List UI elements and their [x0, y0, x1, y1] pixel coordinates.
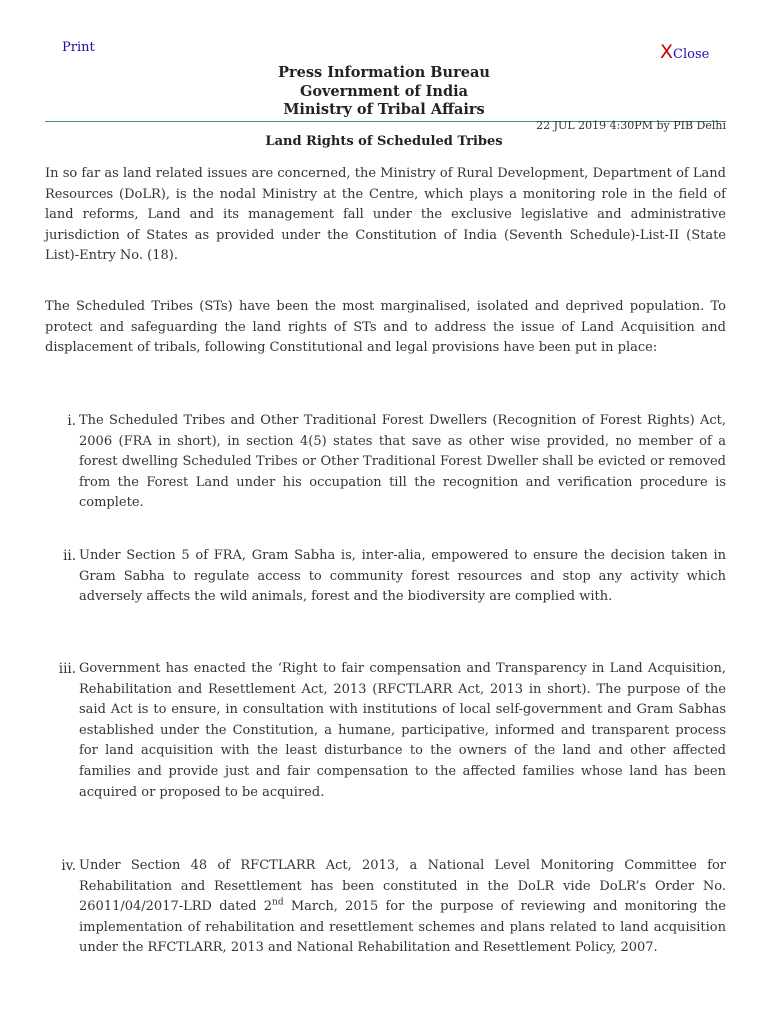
list-item: [45, 659, 726, 803]
list-item-marker: iv.: [61, 858, 76, 874]
paragraph-intro: In so far as land related issues are concerned, the Ministry of Rural Development, Department of Land Resources (DoLR), is the nodal Ministry at the Centre, which plays a monitoring role in the field of land reforms, Land and its management fall under the exclusive legislative and administrative jurisdiction of States as provided under the Constitution of India (Seventh Schedule)-List-II (State List)-Entry No. (18).: [45, 166, 726, 264]
list-item-text: The Scheduled Tribes and Other Traditional Forest Dwellers (Recognition of Forest Rights) Act, 2006 (FRA in short), in section 4(5) states that save as other wise provided, no member of a forest dwelling Scheduled Tribes or Other Traditional Forest Dweller shall be evicted or removed from the Forest Land under his occupation till the recognition and verification procedure is complete.: [79, 413, 726, 511]
list-item: [45, 856, 726, 959]
list-item-text: [79, 856, 726, 959]
paragraph-scheduled-tribes: The Scheduled Tribes (STs) have been the most marginalised, isolated and deprived population. To protect and safeguarding the land rights of STs and to address the issue of Land Acquisition and displacement of tribals, following Constitutional and legal provisions have been put in place:: [45, 299, 726, 356]
close-label[interactable]: Close: [673, 47, 710, 62]
close-icon[interactable]: X: [660, 41, 674, 63]
list-item-text-part: Under Section 48 of RFCTLARR Act, 2013, a National Level Monitoring Committee for Rehabilitation and Resettlement has been constituted in the DoLR vide DoLR’s Order No. 26011/04/2017-LRD dated 2: [79, 858, 726, 915]
list-item-marker: iii.: [58, 661, 76, 677]
list-item-text-part: March, 2015 for the purpose of reviewing and monitoring the implementation of rehabilitation and resettlement schemes and plans related to land acquisition under the RFCTLARR, 2013 and National Rehabilitation and Resettlement Policy, 2007.: [79, 899, 726, 956]
ordinal-suffix: nd: [272, 897, 284, 908]
list-item-marker: ii.: [63, 548, 76, 564]
header-line-bureau: Press Information Bureau: [278, 64, 490, 81]
list-item: [45, 546, 726, 608]
list-item-text: Government has enacted the ‘Right to fair compensation and Transparency in Land Acquisition, Rehabilitation and Resettlement Act, 2013 (RFCTLARR Act, 2013 in short). The purpose of the said Act is to ensure, in consultation with institutions of local self-government and Gram Sabhas established under the Constitution, a humane, participative, informed and transparent process for land acquisition with the least disturbance to the owners of the land and other affected families and provide just and fair compensation to the affected families whose land has been acquired or proposed to be acquired.: [79, 661, 726, 800]
release-dateline: 22 JUL 2019 4:30PM by PIB Delhi: [536, 119, 726, 132]
print-link[interactable]: Print: [62, 40, 95, 55]
header-line-ministry: Ministry of Tribal Affairs: [283, 101, 485, 118]
list-item-marker: i.: [67, 413, 76, 429]
list-item-text: Under Section 5 of FRA, Gram Sabha is, inter-alia, empowered to ensure the decision taken in Gram Sabha to regulate access to community forest resources and stop any activity which adversely affects the wild animals, forest and the biodiversity are complied with.: [79, 548, 726, 605]
release-header: [0, 64, 768, 120]
release-title: Land Rights of Scheduled Tribes: [265, 134, 503, 149]
list-item: [45, 411, 726, 514]
header-line-government: Government of India: [299, 82, 469, 100]
close-link[interactable]: [660, 41, 709, 63]
